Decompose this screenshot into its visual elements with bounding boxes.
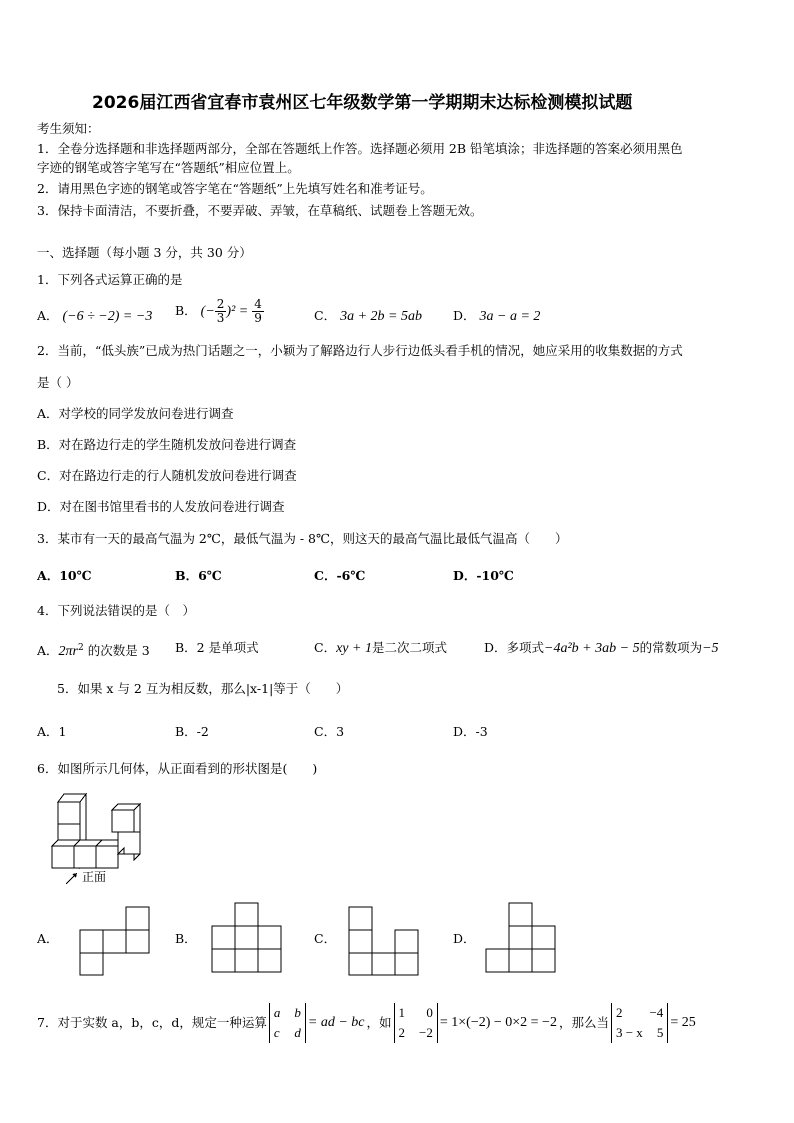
question-2-stem: 2．当前，“低头族”已成为热门话题之一，小颖为了解路边行人步行边低头看手机的情况，她应采用的收集数据的方式 (37, 343, 683, 358)
q6-option-d-shape (484, 902, 558, 974)
option-a-formula: (−6 ÷ −2) = −3 (62, 309, 153, 324)
q4-option-a (37, 640, 150, 660)
option-b-post: )² = (226, 304, 249, 319)
det-entry: 3 − x (615, 1025, 643, 1040)
option-a-formula: 2πr (58, 644, 78, 660)
fraction (252, 298, 264, 325)
notice-item-2: 2．请用黑色字迹的钢笔或答字笔在“答题纸”上先填写姓名和准考证号。 (37, 181, 433, 196)
option-c-formula: 3a + 2b = 5ab (340, 309, 422, 324)
q6-option-a-shape (78, 906, 152, 976)
option-b-pre: (− (200, 304, 215, 319)
q4-option-b: B．2 是单项式 (175, 640, 259, 655)
question-5-stem: 5．如果 x 与 2 互为相反数，那么|x-1|等于（ ） (57, 681, 349, 696)
det-entry: 2 (615, 1005, 623, 1020)
cube-front-face (58, 802, 80, 824)
option-a-text: 的次数是 3 (87, 643, 150, 659)
q1-option-b (175, 298, 264, 325)
det-definition-formula: = ad − bc (307, 1015, 365, 1030)
denominator: 3 (216, 311, 225, 325)
q2-option-c: C．对在路边行走的行人随机发放问卷进行调查 (37, 468, 297, 483)
q5-option-a: A．1 (37, 724, 67, 739)
q1-option-a (37, 308, 152, 325)
numerator: 2 (216, 297, 225, 311)
option-label: A． (37, 308, 59, 323)
option-label: A． (37, 643, 59, 659)
q1-option-d (453, 308, 540, 325)
option-label: D． (453, 308, 476, 323)
q7-then-text: ，那么当 (558, 1015, 609, 1030)
det-entry: d (294, 1025, 301, 1040)
cube-front-face (52, 846, 74, 868)
q6-option-c-shape (347, 906, 421, 976)
det-entry: a (273, 1005, 281, 1020)
option-label: C． (314, 308, 337, 323)
q2-option-b: B．对在路边行走的学生随机发放问卷进行调查 (37, 437, 297, 452)
det-entry: −4 (649, 1005, 664, 1020)
q3-option-a: A．10℃ (37, 568, 92, 583)
front-view-label: 正面 (82, 870, 107, 884)
det-example-formula: = 1×(−2) − 0×2 = −2 (439, 1015, 557, 1030)
option-label: C． (314, 640, 337, 655)
q4-option-c (314, 640, 447, 657)
q5-option-d: D．-3 (453, 724, 488, 739)
notice-item-1: 1．全卷分选择题和非选择题两部分，全部在答题纸上作答。选择题必须用 2B 铅笔填涂；非选择题的答案必须用黑色 (37, 141, 683, 156)
cube-front-face (96, 846, 118, 868)
det-entry: 1 (398, 1005, 406, 1020)
question-1-stem: 1．下列各式运算正确的是 (37, 272, 183, 287)
question-7-stem (37, 1003, 696, 1043)
option-d-formula: −4a²b + 3ab − 5 (544, 641, 640, 656)
q2-option-d: D．对在图书馆里看书的人发放问卷进行调查 (37, 499, 285, 514)
notice-item-1-cont: 字迹的钢笔或答字笔写在“答题纸”相应位置上。 (37, 160, 300, 175)
option-c-text: 是二次二项式 (371, 640, 447, 655)
q6-option-b-shape (210, 902, 284, 974)
question-6-stem: 6．如图所示几何体，从正面看到的形状图是( ) (37, 761, 318, 776)
det-entry: −2 (419, 1025, 433, 1040)
q7-mid-text: ，如 (366, 1015, 392, 1030)
notice-heading: 考生须知： (37, 121, 100, 136)
det-entry: 2 (398, 1025, 406, 1040)
cube-front-face (112, 810, 134, 832)
option-label: D．多项式 (484, 640, 545, 655)
question-4-stem: 4．下列说法错误的是（ ） (37, 603, 195, 618)
page-title: 2026届江西省宜春市袁州区七年级数学第一学期期末达标检测模拟试题 (92, 93, 633, 113)
q2-option-a: A．对学校的同学发放问卷进行调查 (37, 406, 234, 421)
q4-option-d (484, 640, 719, 657)
option-d-value: −5 (702, 641, 719, 656)
option-label: B． (175, 303, 197, 318)
cube-front-face (74, 846, 96, 868)
det-entry: c (273, 1025, 280, 1040)
q5-option-c: C．3 (314, 724, 345, 739)
option-c-formula: xy + 1 (336, 641, 372, 656)
q6-option-c-label: C． (314, 931, 337, 946)
det-entry: 0 (426, 1005, 433, 1020)
det-entry: 5 (656, 1025, 664, 1040)
determinant-definition (269, 1003, 306, 1043)
numerator: 4 (254, 297, 262, 311)
q3-option-c: C．-6℃ (314, 568, 366, 583)
q1-option-c (314, 308, 422, 325)
q6-option-b-label: B． (175, 931, 197, 946)
option-d-text: 的常数项为 (639, 640, 703, 655)
q3-option-d: D．-10℃ (453, 568, 514, 583)
q5-option-b: B．-2 (175, 724, 209, 739)
denominator: 9 (254, 311, 262, 325)
question-3-stem: 3．某市有一天的最高气温为 2℃，最低气温为 - 8℃，则这天的最高气温比最低气温高（ ） (37, 531, 568, 546)
fraction (215, 298, 227, 325)
q6-option-d-label: D． (453, 931, 476, 946)
determinant-example (394, 1003, 438, 1043)
determinant-question (611, 1003, 668, 1043)
det-question-formula: = 25 (670, 1015, 696, 1030)
notice-item-3: 3．保持卡面清洁，不要折叠，不要弄破、弄皱，在草稿纸、试题卷上答题无效。 (37, 203, 483, 218)
exponent: 2 (78, 643, 84, 653)
option-d-formula: 3a − a = 2 (479, 309, 541, 324)
q3-option-b: B．6℃ (175, 568, 222, 583)
section-heading: 一、选择题（每小题 3 分，共 30 分） (37, 245, 252, 260)
q7-stem-text: 7．对于实数 a，b，c，d，规定一种运算 (37, 1015, 267, 1030)
q6-option-a-label: A． (37, 931, 59, 946)
det-entry: b (294, 1005, 301, 1020)
question-2-stem-cont: 是（ ） (37, 375, 79, 390)
